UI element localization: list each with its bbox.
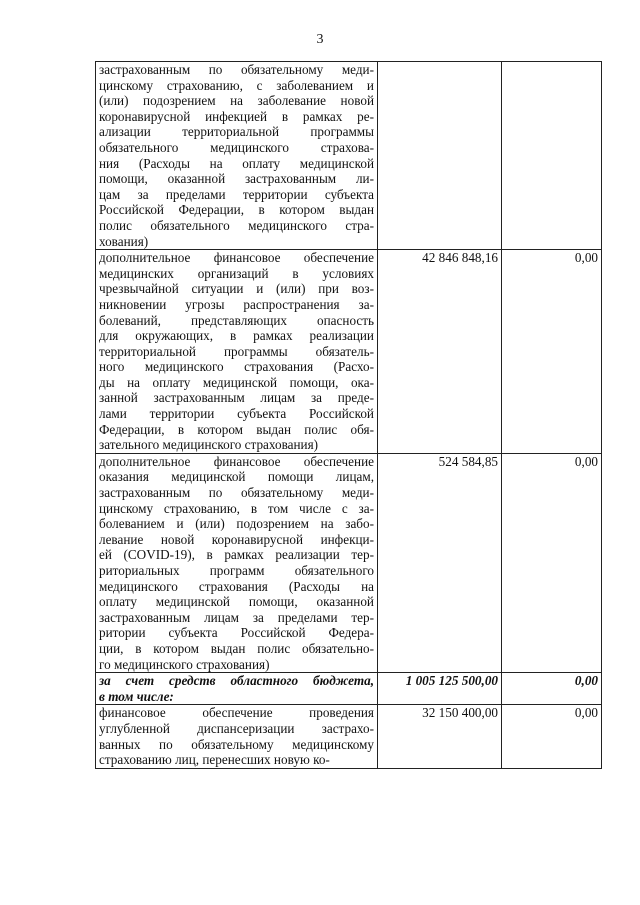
description-line: оказания медицинской помощи лицам, xyxy=(99,469,374,485)
row-amount: 1 005 125 500,00 xyxy=(378,673,502,705)
description-line: финансовое обеспечение проведения xyxy=(99,705,374,721)
table-row xyxy=(96,705,602,768)
row-amount-2: 0,00 xyxy=(502,453,602,672)
row-description xyxy=(96,250,378,454)
description-line: ей (COVID-19), в рамках реализации тер- xyxy=(99,547,374,563)
description-line: цинскому страхованию, в том числе с за- xyxy=(99,500,374,516)
description-line: дополнительное финансовое обеспечение xyxy=(99,250,374,266)
description-line: лами территории субъекта Российской xyxy=(99,406,374,422)
row-amount-2: 0,00 xyxy=(502,673,602,705)
row-description xyxy=(96,673,378,705)
description-line: хования) xyxy=(99,233,149,249)
row-amount-2: 0,00 xyxy=(502,705,602,768)
row-description xyxy=(96,705,378,768)
description-line: застрахованным по обязательному меди- xyxy=(99,485,374,501)
table-row xyxy=(96,453,602,672)
description-line: (или) подозрением на заболевание новой xyxy=(99,93,374,109)
description-line: оплату медицинской помощи, оказанной xyxy=(99,594,374,610)
row-amount: 42 846 848,16 xyxy=(378,250,502,454)
description-line: за счет средств областного бюджета, xyxy=(99,673,374,689)
budget-table-body xyxy=(96,62,602,769)
description-line: застрахованным лицам за пределами тер- xyxy=(99,609,374,625)
row-description xyxy=(96,62,378,250)
description-line: в том числе: xyxy=(99,688,174,704)
description-line: зательного медицинского страхования) xyxy=(99,437,319,453)
description-line: медицинских организаций в условиях xyxy=(99,265,374,281)
description-line: страхованию лиц, перенесших новую ко- xyxy=(99,752,330,768)
row-amount: 32 150 400,00 xyxy=(378,705,502,768)
description-line: для окружающих, в рамках реализации xyxy=(99,328,374,344)
row-amount-2: 0,00 xyxy=(502,250,602,454)
table-row-total xyxy=(96,673,602,705)
description-line: риториальных программ обязательного xyxy=(99,563,374,578)
description-line: Российской Федерации, в котором выдан xyxy=(99,202,374,218)
table-row xyxy=(96,62,602,250)
description-line: цам за пределами территории субъекта xyxy=(99,186,374,202)
description-line: ализации территориальной программы xyxy=(99,124,374,140)
row-amount xyxy=(378,62,502,250)
page-number: 3 xyxy=(316,32,324,47)
budget-table xyxy=(95,61,602,769)
description-line: помощи, оказанной застрахованным ли- xyxy=(99,171,374,187)
row-amount: 524 584,85 xyxy=(378,453,502,672)
description-line: никновении угрозы распространения за- xyxy=(99,296,374,312)
description-line: го медицинского страхования) xyxy=(99,656,270,672)
description-line: медицинского страхования (Расходы на xyxy=(99,578,374,594)
description-line: ции, в котором выдан полис обязательно- xyxy=(99,640,374,656)
table-row xyxy=(96,250,602,454)
description-line: обязательного медицинского страхова- xyxy=(99,139,374,155)
description-line: ного медицинского страхования (Расхо- xyxy=(99,359,374,375)
description-line: занной застрахованным лицам за преде- xyxy=(99,390,374,406)
description-line: полис обязательного медицинского стра- xyxy=(99,217,374,233)
description-line: цинскому страхованию, с заболеванием и xyxy=(99,77,374,93)
description-line: ванных по обязательному медицинскому xyxy=(99,736,374,752)
description-line: застрахованным по обязательному меди- xyxy=(99,62,374,77)
row-amount-2 xyxy=(502,62,602,250)
description-line: Федерации, в котором выдан полис обя- xyxy=(99,421,374,437)
description-line: чрезвычайной ситуации и (или) при воз- xyxy=(99,281,374,297)
description-line: ния (Расходы на оплату медицинской xyxy=(99,155,374,171)
description-line: коронавирусной инфекцией в рамках ре- xyxy=(99,108,374,124)
description-line: левание новой коронавирусной инфекци- xyxy=(99,531,374,547)
description-line: дополнительное финансовое обеспечение xyxy=(99,453,374,469)
row-description xyxy=(96,453,378,672)
description-line: ритории субъекта Российской Федера- xyxy=(99,625,374,641)
description-line: болеваний, представляющих опасность xyxy=(99,312,374,328)
description-line: углубленной диспансеризации застрахо- xyxy=(99,720,374,736)
description-line: ды на оплату медицинской помощи, ока- xyxy=(99,374,374,390)
description-line: болеванием и (или) подозрением на забо- xyxy=(99,516,374,532)
description-line: территориальной программы обязатель- xyxy=(99,343,374,359)
